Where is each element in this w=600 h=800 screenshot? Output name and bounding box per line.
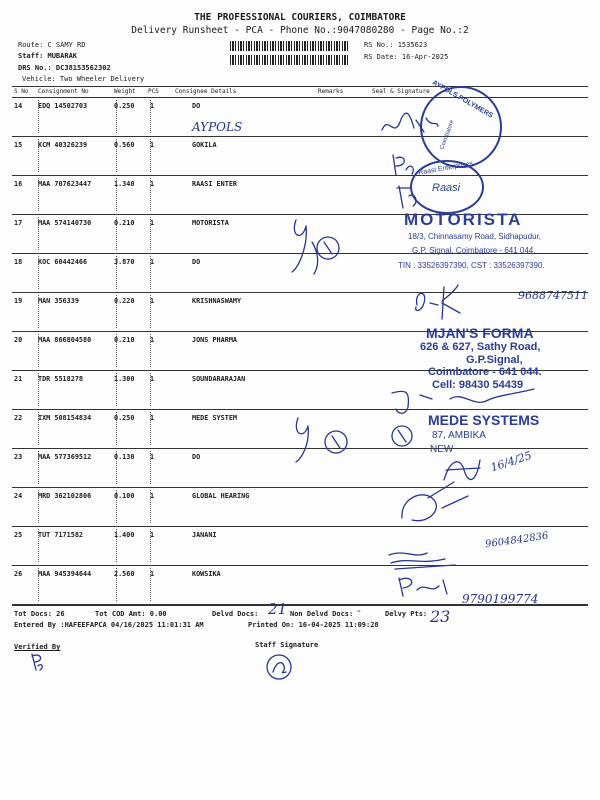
- row-consignment-no: TUT 7171582: [38, 531, 84, 539]
- row-consignee: KOWSIKA: [192, 570, 221, 578]
- motorista-tin: TIN : 33526397390, CST : 33526397390.: [398, 261, 545, 270]
- row-sno: 17: [14, 219, 23, 227]
- row-consignment-no: MAN 356339: [38, 297, 79, 305]
- runsheet-title: Delivery Runsheet - PCA - Phone No.:9047080280 - Page No.:2: [131, 25, 469, 36]
- column-tick: [150, 412, 151, 445]
- table-row: [12, 137, 588, 173]
- row-sno: 15: [14, 141, 23, 149]
- row-sno: 26: [14, 570, 23, 578]
- total-docs: Tot Docs: 26: [14, 610, 65, 618]
- row-weight: 0.560: [114, 141, 135, 149]
- mjans-stamp-name: MJAN'S FORMA: [426, 325, 534, 341]
- signature-row-26: [395, 572, 465, 602]
- handwritten-non-delivered: -: [357, 604, 361, 617]
- barcode-2: [230, 55, 350, 65]
- row-weight: 0.250: [114, 414, 135, 422]
- signature-row-16: [390, 150, 420, 180]
- row-consignment-no: MAA 945394644: [38, 570, 92, 578]
- row-pcs: 1: [150, 219, 155, 227]
- barcode-1: [230, 41, 350, 51]
- row-sno: 16: [14, 180, 23, 188]
- aypols-seal-subtext: Coimbatore: [439, 119, 456, 151]
- printed-on: Printed On: 16-04-2025 11:09:28: [248, 621, 379, 629]
- row-consignee: MEDE SYSTEM: [192, 414, 238, 422]
- col-sno: S No: [14, 88, 29, 95]
- column-tick: [38, 100, 39, 133]
- column-tick: [38, 451, 39, 484]
- row-pcs: 1: [150, 375, 155, 383]
- row-weight: 2.560: [114, 570, 135, 578]
- row-consignment-no: EDQ 14502703: [38, 102, 88, 110]
- row-sno: 21: [14, 375, 23, 383]
- column-tick: [38, 529, 39, 562]
- non-delivered-docs: Non Delvd Docs:: [290, 610, 354, 618]
- raasi-seal-name: Raasi: [432, 182, 461, 194]
- company-name: THE PROFESSIONAL COURIERS, COIMBATORE: [194, 12, 406, 23]
- motorista-address-2: G.P. Signal, Coimbatore - 641 044.: [412, 246, 536, 255]
- column-tick: [150, 100, 151, 133]
- column-tick: [116, 100, 117, 133]
- column-tick: [38, 295, 39, 328]
- scribble-row-22: [290, 414, 410, 464]
- row-weight: 0.130: [114, 453, 135, 461]
- delivered-docs: Delvd Docs:: [212, 610, 259, 618]
- staff-signature-label: Staff Signature: [255, 641, 319, 649]
- table-row: [12, 488, 588, 524]
- row-sno: 25: [14, 531, 23, 539]
- signature-row-19: [412, 283, 512, 323]
- row-consignee: DO: [192, 453, 201, 461]
- handwritten-date: 16/4/25: [489, 448, 534, 475]
- column-tick: [38, 139, 39, 172]
- column-tick: [116, 139, 117, 172]
- row-consignee: JONS PHARMA: [192, 336, 238, 344]
- row-consignment-no: IXM 508154834: [38, 414, 92, 422]
- row-sno: 14: [14, 102, 23, 110]
- mjans-address-3: Coimbatore - 641 044.: [428, 366, 542, 378]
- column-tick: [150, 178, 151, 211]
- row-pcs: 1: [150, 453, 155, 461]
- col-consignee: Consignee Details: [175, 88, 237, 95]
- handwritten-phone-3: 9604842836: [484, 530, 550, 551]
- signature-row-17: [395, 182, 425, 212]
- route-text: Route: C SAMY RD: [18, 41, 86, 49]
- column-tick: [116, 451, 117, 484]
- mjans-cell: Cell: 98430 54439: [432, 379, 524, 391]
- col-consignment: Consignment No: [38, 88, 89, 95]
- row-consignee: SOUNDARARAJAN: [192, 375, 246, 383]
- row-consignee: MOTORISTA: [192, 219, 229, 227]
- rs-number: RS No.: 1535623: [364, 41, 428, 49]
- column-header: [12, 88, 588, 97]
- row-consignment-no: MAA 866804580: [38, 336, 92, 344]
- row-weight: 3.870: [114, 258, 135, 266]
- verified-by: Verified By: [14, 643, 61, 651]
- row-consignee: JANANI: [192, 531, 217, 539]
- column-tick: [116, 373, 117, 406]
- column-tick: [38, 373, 39, 406]
- signature-row-21: [390, 385, 540, 425]
- verified-by-signature: [28, 650, 48, 674]
- column-tick: [116, 568, 117, 601]
- raasi-seal-title: Raasi Enterprises: [417, 160, 474, 177]
- column-tick: [150, 295, 151, 328]
- row-pcs: 1: [150, 258, 155, 266]
- row-pcs: 1: [150, 492, 155, 500]
- row-consignment-no: TDR 5518278: [38, 375, 84, 383]
- row-consignee: RAASI ENTER: [192, 180, 238, 188]
- column-tick: [150, 334, 151, 367]
- column-tick: [150, 217, 151, 250]
- column-tick: [150, 451, 151, 484]
- column-tick: [150, 568, 151, 601]
- mjans-address-1: 626 & 627, Sathy Road,: [420, 341, 541, 353]
- mede-address-2: NEW: [430, 444, 454, 455]
- column-tick: [116, 217, 117, 250]
- row-pcs: 1: [150, 141, 155, 149]
- column-tick: [38, 568, 39, 601]
- row-pcs: 1: [150, 414, 155, 422]
- delivery-points: Delvy Pts:: [385, 610, 428, 618]
- column-tick: [116, 295, 117, 328]
- row-pcs: 1: [150, 336, 155, 344]
- handwritten-phone-1: 9688747511: [518, 289, 588, 302]
- mede-address: 87, AMBIKA: [432, 430, 486, 441]
- staff-text: Staff: MUBARAK: [18, 52, 78, 60]
- mjans-address-2: G.P.Signal,: [466, 354, 523, 366]
- signature-row-24: [398, 478, 478, 528]
- row-consignment-no: MAA 577369512: [38, 453, 92, 461]
- row-consignment-no: KOC 60442466: [38, 258, 88, 266]
- signature-row-15: [380, 110, 440, 140]
- row-weight: 1.340: [114, 180, 135, 188]
- column-tick: [150, 490, 151, 523]
- row-weight: 0.210: [114, 219, 135, 227]
- row-weight: 0.250: [114, 102, 135, 110]
- row-consignment-no: MAA 707623447: [38, 180, 92, 188]
- row-pcs: 1: [150, 297, 155, 305]
- column-tick: [38, 178, 39, 211]
- vehicle-text: Vehicle: Two Wheeler Delivery: [22, 75, 145, 83]
- row-consignment-no: KCM 40326239: [38, 141, 88, 149]
- column-tick: [38, 217, 39, 250]
- staff-signature: [264, 652, 294, 682]
- mede-stamp-name: MEDE SYSTEMS: [428, 412, 540, 428]
- row-sno: 24: [14, 492, 23, 500]
- motorista-address: 18/3, Chinnasamy Road, Sidhapudur,: [408, 232, 541, 241]
- row-consignee: DO: [192, 102, 201, 110]
- row-consignment-no: MAA 574140730: [38, 219, 92, 227]
- row-pcs: 1: [150, 570, 155, 578]
- handwritten-delivery-points: 23: [430, 607, 451, 626]
- column-tick: [150, 373, 151, 406]
- handwritten-aypols: AYPOLS: [192, 120, 243, 134]
- row-consignee: GLOBAL HEARING: [192, 492, 250, 500]
- column-tick: [38, 256, 39, 289]
- column-tick: [116, 178, 117, 211]
- column-tick: [116, 490, 117, 523]
- handwritten-delivered-count: 21: [268, 600, 288, 618]
- signature-row-25: [385, 545, 465, 575]
- column-tick: [116, 529, 117, 562]
- col-pcs: PCS: [148, 88, 159, 95]
- column-tick: [116, 256, 117, 289]
- entered-by: Entered By :HAFEEFAPCA 04/16/2025 11:01:31 AM: [14, 621, 204, 629]
- header-rule-top: [12, 86, 588, 87]
- column-tick: [38, 334, 39, 367]
- row-sno: 20: [14, 336, 23, 344]
- col-weight: Weight: [114, 88, 136, 95]
- column-tick: [38, 490, 39, 523]
- row-weight: 0.100: [114, 492, 135, 500]
- row-consignee: GOKILA: [192, 141, 217, 149]
- column-tick: [150, 529, 151, 562]
- motorista-stamp-name: MOTORISTA: [404, 210, 523, 229]
- row-pcs: 1: [150, 531, 155, 539]
- row-weight: 1.300: [114, 375, 135, 383]
- handwritten-phone-2: 9790199774: [462, 592, 539, 606]
- row-sno: 22: [14, 414, 23, 422]
- col-remarks: Remarks: [318, 88, 344, 95]
- row-sno: 18: [14, 258, 23, 266]
- drs-number: DRS No.: DC38153562302: [18, 64, 111, 72]
- total-cod: Tot COD Amt: 0.00: [95, 610, 167, 618]
- col-seal-signature: Seal & Signature: [372, 88, 430, 95]
- scribble-row-18: [288, 212, 368, 282]
- row-sno: 19: [14, 297, 23, 305]
- row-weight: 1.400: [114, 531, 135, 539]
- row-consignee: KRISHNASWAMY: [192, 297, 242, 305]
- aypols-seal-text: AYPOLS POLYMERS: [430, 79, 494, 120]
- column-tick: [116, 412, 117, 445]
- column-tick: [38, 412, 39, 445]
- row-consignment-no: MRD 362102806: [38, 492, 92, 500]
- row-sno: 23: [14, 453, 23, 461]
- column-tick: [150, 139, 151, 172]
- row-pcs: 1: [150, 180, 155, 188]
- row-weight: 0.220: [114, 297, 135, 305]
- rs-date: RS Date: 16-Apr-2025: [364, 53, 449, 61]
- row-pcs: 1: [150, 102, 155, 110]
- row-consignee: DO: [192, 258, 201, 266]
- column-tick: [150, 256, 151, 289]
- column-tick: [116, 334, 117, 367]
- table-row: [12, 176, 588, 212]
- row-weight: 0.210: [114, 336, 135, 344]
